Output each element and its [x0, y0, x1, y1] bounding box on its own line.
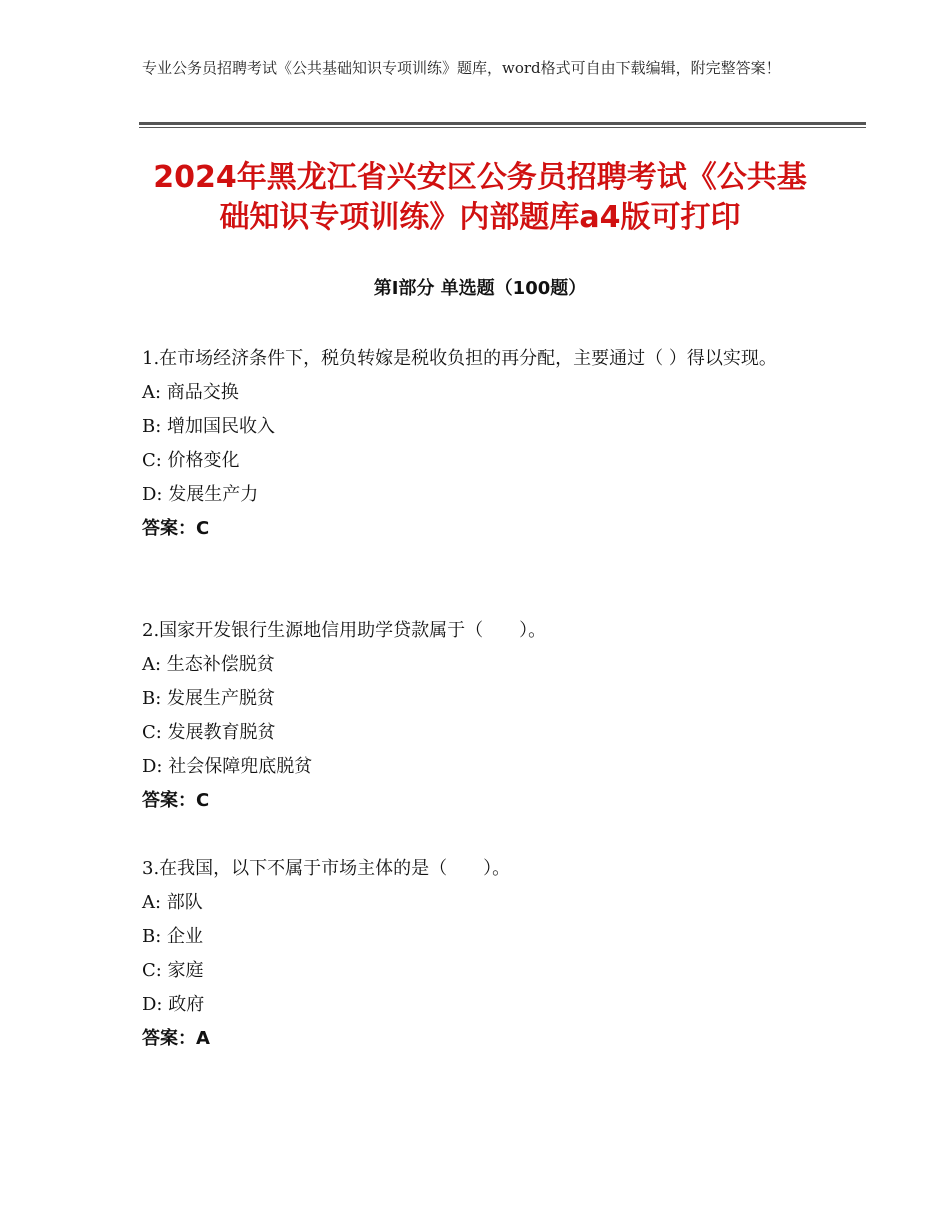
question-block: [142, 342, 802, 546]
document-title: 2024年黑龙江省兴安区公务员招聘考试《公共基础知识专项训练》内部题库a4版可打印: [153, 160, 807, 235]
option-d: D: 发展生产力: [142, 484, 259, 505]
question-block: [142, 614, 802, 818]
answer: 答案：C: [142, 518, 210, 539]
option-d: D: 政府: [142, 994, 205, 1015]
section-title: 第Ⅰ部分 单选题（100题）: [373, 278, 587, 299]
answer: 答案：A: [142, 1028, 210, 1049]
option-a: A: 部队: [142, 892, 203, 913]
option-b: B: 增加国民收入: [142, 416, 276, 437]
option-b: B: 企业: [142, 926, 204, 947]
header-divider-thick: [139, 122, 866, 125]
header-divider-thin: [139, 127, 866, 128]
option-d: D: 社会保障兜底脱贫: [142, 756, 313, 777]
option-c: C: 发展教育脱贫: [142, 722, 276, 743]
option-b: B: 发展生产脱贫: [142, 688, 276, 709]
header-note: 专业公务员招聘考试《公共基础知识专项训练》题库，word格式可自由下载编辑，附完整答案！: [142, 59, 781, 77]
question-stem: 2.国家开发银行生源地信用助学贷款属于（ ）。: [142, 620, 547, 641]
question-block: [142, 852, 802, 1056]
question-stem: 3.在我国，以下不属于市场主体的是（ ）。: [142, 858, 511, 879]
option-a: A: 生态补偿脱贫: [142, 654, 275, 675]
question-stem: 1.在市场经济条件下，税负转嫁是税收负担的再分配，主要通过（ ）得以实现。: [142, 348, 777, 369]
answer: 答案：C: [142, 790, 210, 811]
option-a: A: 商品交换: [142, 382, 239, 403]
option-c: C: 价格变化: [142, 450, 240, 471]
option-c: C: 家庭: [142, 960, 204, 981]
